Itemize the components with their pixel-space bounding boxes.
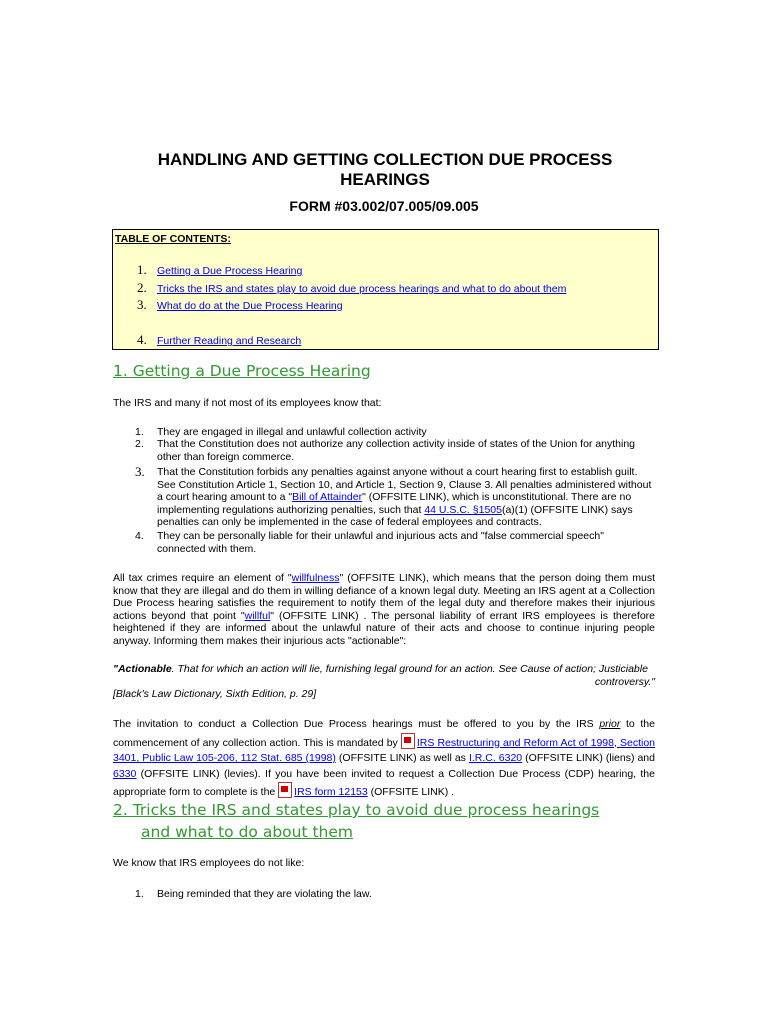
text-part: (OFFSITE LINK) as well as — [335, 752, 469, 764]
text-part: " (OFFSITE LINK) . The personal liability of errant IRS employees is therefore heightened if they are informed about the unlawful nature of their acts and choose to continue injuring people anyway. Informing them makes their injurious acts "actionable": — [113, 609, 655, 647]
quote-text: . That for which an action will lie, furnishing legal ground for an action. See Cause of action; Justiciable — [171, 663, 648, 675]
list-number: 2. — [135, 438, 144, 450]
link-irc-6320[interactable]: I.R.C. 6320 — [468, 752, 523, 764]
quote-actionable — [113, 663, 655, 688]
text-part: (OFFSITE LINK) (levies). If you have been invited to request a Collection Due Process (CDP) hearing, the appropriate form to complete is the — [113, 767, 655, 798]
section-2-intro: We know that IRS employees do not like: — [113, 857, 305, 869]
link-willful[interactable]: willful — [244, 609, 271, 622]
toc-item-number: 2. — [137, 280, 147, 295]
quote-term: "Actionable — [113, 663, 172, 675]
section-2-heading-cont: and what to do about them — [141, 823, 354, 841]
list-number: 1. — [135, 888, 144, 900]
toc-item-number: 1. — [137, 262, 147, 277]
link-bill-of-attainder[interactable]: Bill of Attainder — [292, 491, 363, 504]
text-part: to the commencement of any collection action. This is mandated by — [113, 718, 655, 749]
text-part: " (OFFSITE LINK), which means that the person doing them must know that they are illegal and do them in willing defiance of a known legal duty. Meeting an IRS agent at a Collection Due Process hearing satisfies the requirement to notify them of the legal duty and therefore makes their injurious actions beyond that point " — [113, 572, 655, 622]
toc-link-further-reading[interactable]: Further Reading and Research — [157, 335, 302, 347]
list-text: They are engaged in illegal and unlawful collection activity — [157, 426, 427, 438]
pdf-file-icon[interactable] — [401, 733, 415, 749]
list-text-part: That the Constitution forbids any penalties against anyone without a court hearing first to establish guilt. See Constitution Article 1, Section 10, and Article 1, Section 9, Clause 3. All penalties administered without a court hearing amount to a " — [157, 466, 652, 504]
emphasis-prior: prior — [599, 718, 621, 730]
toc-link-what-to-do[interactable]: What do do at the Due Process Hearing — [157, 300, 343, 312]
text-part: (OFFSITE LINK) . — [367, 786, 455, 798]
link-6330[interactable]: 6330 — [113, 767, 137, 780]
list-text-part: " (OFFSITE LINK), which is unconstitutional. There are no implementing regulations authorizing penalties, such that — [157, 491, 632, 516]
quote-citation: [Black's Law Dictionary, Sixth Edition, p. 29] — [113, 688, 317, 700]
page-title: HANDLING AND GETTING COLLECTION DUE PROCESS HEARINGS — [157, 150, 613, 189]
pdf-file-icon[interactable] — [278, 782, 292, 798]
list-text-part: (a)(1) (OFFSITE LINK) says penalties can only be implemented in the case of federal employees and contracts. — [157, 503, 633, 529]
toc-link-getting-hearing[interactable]: Getting a Due Process Hearing — [157, 265, 303, 277]
list-text: That the Constitution does not authorize any collection activity inside of states of the Union for anything other than foreign commerce. — [157, 438, 636, 463]
link-44-usc-1505[interactable]: 44 U.S.C. §1505 — [424, 503, 502, 516]
link-irs-restructuring-act[interactable]: IRS Restructuring and Reform Act of 1998, Section 3401, Public Law 105-206, 112 Stat. 685 (1998) — [113, 736, 655, 764]
toc-item-4[interactable] — [137, 332, 301, 348]
toc-item-1[interactable] — [137, 262, 302, 278]
toc-item-number: 4. — [137, 332, 147, 347]
list-text: They can be personally liable for their unlawful and injurious acts and "false commercial speech" connected with them. — [157, 530, 604, 555]
section-2-heading: 2. Tricks the IRS and states play to avoid due process hearings — [113, 801, 600, 819]
form-number: FORM #03.002/07.005/09.005 — [289, 198, 479, 214]
link-irs-form-12153[interactable]: IRS form 12153 — [294, 786, 368, 798]
quote-text-end: controversy." — [594, 675, 655, 688]
section-1-heading: 1. Getting a Due Process Hearing — [113, 362, 371, 380]
section-1-intro: The IRS and many if not most of its employees know that: — [113, 397, 382, 409]
toc-item-number: 3. — [137, 297, 147, 312]
toc-link-tricks[interactable]: Tricks the IRS and states play to avoid due process hearings and what to do about them — [157, 283, 567, 295]
toc-heading: TABLE OF CONTENTS: — [115, 233, 231, 245]
text-part: The invitation to conduct a Collection Due Process hearings must be offered to you by the IRS — [113, 718, 600, 730]
list-text — [157, 466, 655, 529]
link-willfulness[interactable]: willfulness — [291, 572, 340, 584]
paragraph-willfulness — [113, 572, 655, 648]
toc-item-2[interactable] — [137, 280, 566, 296]
list-number: 4. — [135, 530, 144, 542]
text-part: All tax crimes require an element of " — [113, 572, 292, 584]
text-part: (OFFSITE LINK) (liens) and — [522, 752, 655, 764]
table-of-contents — [112, 229, 659, 350]
list-text: Being reminded that they are violating the law. — [157, 888, 372, 900]
list-number: 3. — [135, 464, 145, 479]
toc-item-3[interactable] — [137, 297, 343, 313]
paragraph-invitation — [113, 717, 655, 801]
list-number: 1. — [135, 426, 144, 438]
